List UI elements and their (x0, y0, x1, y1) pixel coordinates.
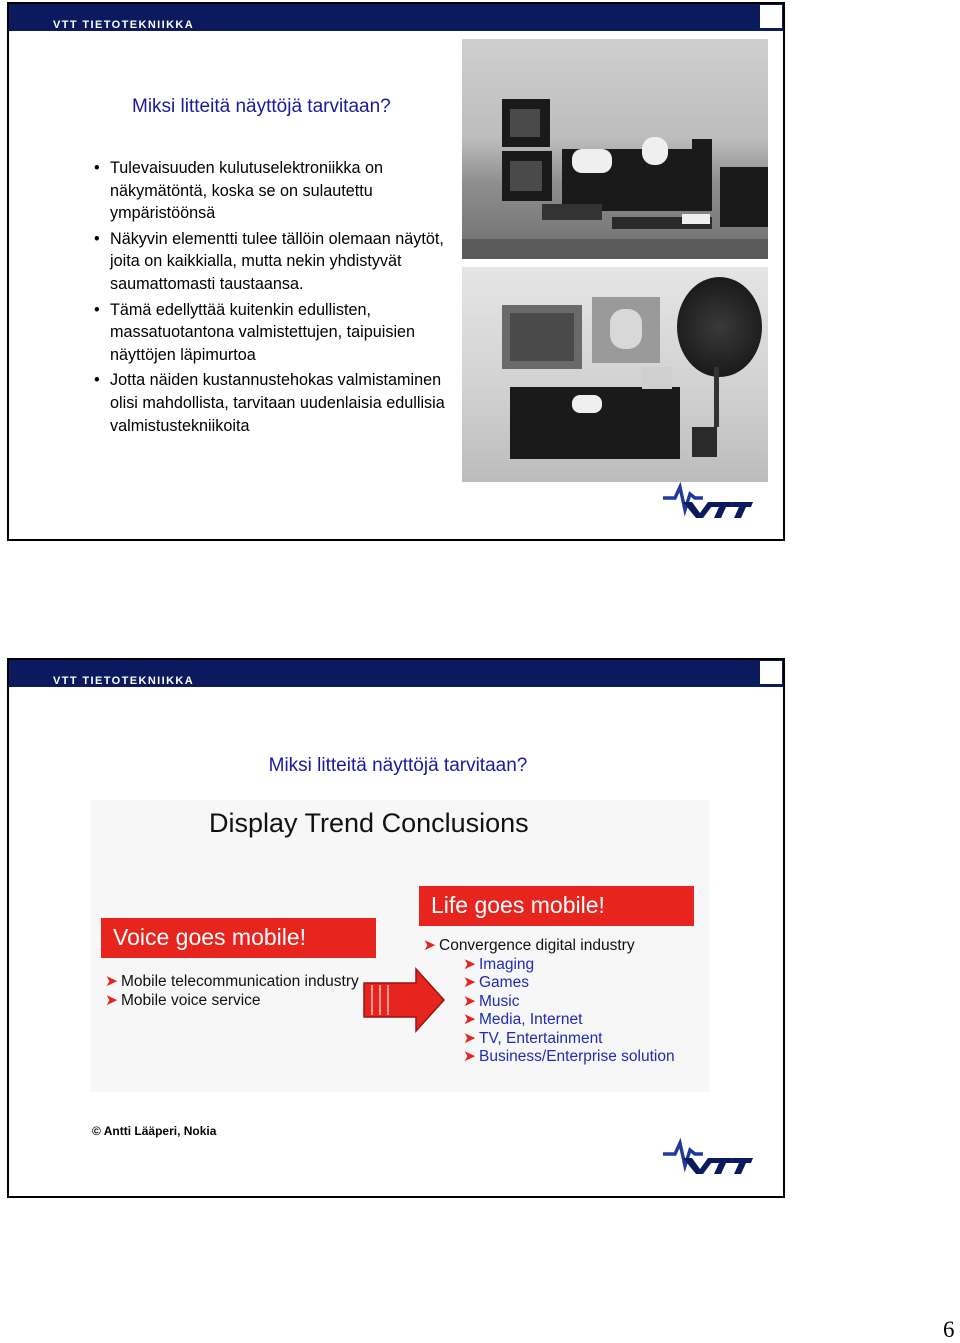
bullet-dot-icon: • (94, 300, 100, 319)
slide-title: Miksi litteitä näyttöjä tarvitaan? (268, 755, 528, 776)
list-item: ➤ Music (463, 993, 520, 1010)
living-room-photo-top (462, 39, 768, 259)
bullet-arrow-icon: ➤ (105, 992, 118, 1009)
list-item: ➤ Games (463, 974, 529, 991)
bullet-arrow-icon: ➤ (463, 1030, 476, 1047)
bullet-item: • Tämä edellyttää kuitenkin edullisten, massatuotantona valmistettujen, taipuisien näyttöjen läpimurtoa (94, 300, 416, 364)
header-brand: VTT TIETOTEKNIIKKA (53, 19, 195, 31)
right-arrow-icon (356, 965, 446, 1035)
vtt-logo (663, 482, 755, 518)
slide-2 (7, 658, 785, 1198)
list-item: ➤ Media, Internet (463, 1011, 583, 1028)
life-goes-mobile-box: Life goes mobile! (419, 886, 694, 926)
slide-1 (7, 2, 785, 541)
list-item: ➤ Business/Enterprise solution (463, 1048, 675, 1065)
header-bar (9, 660, 783, 687)
bullet-arrow-icon: ➤ (105, 973, 118, 990)
slide-title: Miksi litteitä näyttöjä tarvitaan? (132, 96, 391, 117)
list-item: ➤ Imaging (463, 956, 535, 973)
trend-title: Display Trend Conclusions (209, 808, 529, 838)
header-corner-square (760, 661, 782, 684)
page-number: 6 (943, 1317, 955, 1342)
bullet-list (94, 157, 469, 440)
image-credit: © Antti Lääperi, Nokia (92, 1124, 217, 1138)
bullet-arrow-icon: ➤ (463, 1048, 476, 1065)
header-bar (9, 4, 783, 31)
vtt-logo (663, 1138, 755, 1174)
bullet-arrow-icon: ➤ (423, 937, 436, 954)
header-corner-square (760, 5, 782, 28)
voice-goes-mobile-box: Voice goes mobile! (101, 918, 376, 958)
list-item: ➤ TV, Entertainment (463, 1030, 603, 1047)
list-item: ➤ Mobile voice service (105, 992, 261, 1009)
list-item: ➤ Mobile telecommunication industry (105, 973, 359, 990)
bullet-dot-icon: • (94, 159, 100, 177)
bullet-arrow-icon: ➤ (463, 993, 476, 1010)
bullet-item: • Tulevaisuuden kulutuselektroniikka on näkymätöntä, koska se on sulautettu ympäristöönsä (94, 159, 383, 223)
bullet-item: • Näkyvin elementti tulee tällöin olemaan näytöt, joita on kaikkialla, mutta nekin yhdistyvät saumattomasti taustaansa. (94, 229, 444, 293)
living-room-photo-bottom (462, 267, 768, 482)
bullet-dot-icon: • (94, 229, 100, 248)
bullet-item: • Jotta näiden kustannustehokas valmistaminen olisi mahdollista, tarvitaan uudenlaisia edullisia valmistustekniikoita (94, 371, 445, 435)
bullet-arrow-icon: ➤ (463, 1011, 476, 1028)
header-brand: VTT TIETOTEKNIIKKA (53, 675, 195, 687)
bullet-arrow-icon: ➤ (463, 956, 476, 973)
display-trend-image (91, 800, 709, 1092)
list-item: ➤ Convergence digital industry (423, 937, 635, 954)
bullet-dot-icon: • (94, 371, 100, 390)
bullet-arrow-icon: ➤ (463, 974, 476, 991)
